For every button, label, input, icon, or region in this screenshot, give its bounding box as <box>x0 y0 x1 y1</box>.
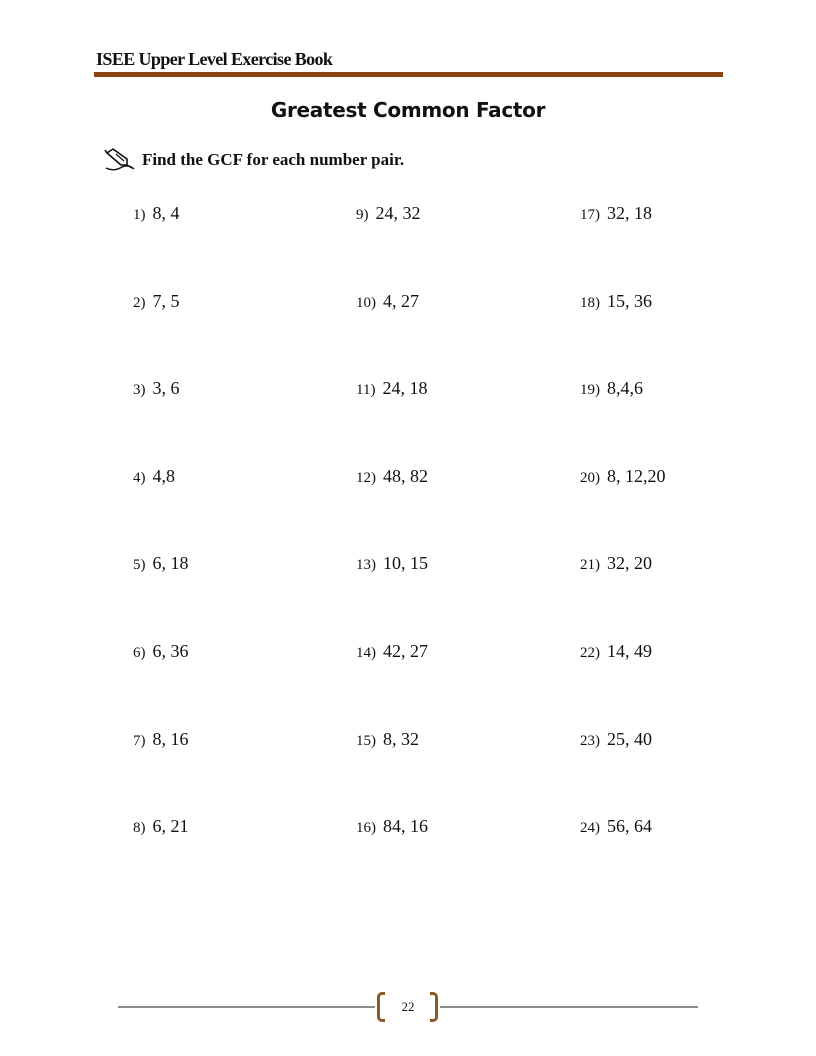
problem-numbers: 32, 20 <box>607 553 652 574</box>
problem-numbers: 8, 32 <box>383 728 419 749</box>
problem-item <box>133 378 180 399</box>
problem-numbers: 4, 27 <box>383 290 419 311</box>
problem-item <box>580 203 652 224</box>
problem-item <box>133 291 180 312</box>
problem-number: 17) <box>580 207 600 223</box>
problem-item <box>580 553 652 574</box>
problem-item <box>133 729 189 750</box>
problem-numbers: 10, 15 <box>383 553 428 574</box>
problem-numbers: 32, 18 <box>607 203 652 223</box>
problem-number: 8) <box>133 820 146 837</box>
left-bracket-icon <box>377 992 385 1022</box>
problem-number: 12) <box>356 469 376 486</box>
problem-number: 21) <box>580 557 600 574</box>
problem-number: 16) <box>356 820 376 837</box>
footer-rule-left <box>118 1006 375 1008</box>
problem-item <box>356 816 428 837</box>
problem-numbers: 6, 18 <box>152 553 189 574</box>
problem-numbers: 14, 49 <box>607 641 652 661</box>
problem-item <box>356 729 419 750</box>
problem-number: 24) <box>580 820 600 837</box>
problem-item <box>356 553 428 574</box>
problem-number: 20) <box>580 469 600 486</box>
problem-numbers: 48, 82 <box>383 465 428 486</box>
problem-item <box>133 553 189 574</box>
problem-item <box>356 466 428 487</box>
header-rule <box>94 72 723 77</box>
book-title: ISEE Upper Level Exercise Book <box>96 49 333 69</box>
instruction <box>104 148 404 172</box>
problem-numbers: 8, 4 <box>152 203 180 223</box>
problem-number: 6) <box>133 645 146 661</box>
problem-number: 23) <box>580 732 600 749</box>
problem-item <box>580 466 666 487</box>
problem-item <box>133 203 180 224</box>
problem-number: 9) <box>356 207 369 223</box>
problem-numbers: 24, 18 <box>382 378 428 399</box>
footer-rule-right <box>440 1006 698 1008</box>
problem-numbers: 42, 27 <box>383 641 428 661</box>
problem-numbers: 15, 36 <box>607 290 652 311</box>
problem-number: 5) <box>133 557 146 574</box>
problem-number: 7) <box>133 732 146 749</box>
problem-item <box>580 816 652 837</box>
problem-item <box>133 641 189 662</box>
problem-numbers: 4,8 <box>152 465 175 486</box>
problem-numbers: 7, 5 <box>152 290 180 311</box>
problem-number: 3) <box>133 382 146 399</box>
instruction-text: Find the GCF for each number pair. <box>142 150 405 169</box>
problem-item <box>580 729 652 750</box>
right-bracket-icon <box>430 992 438 1022</box>
problem-numbers: 8, 12,20 <box>607 465 666 486</box>
problem-number: 15) <box>356 732 376 749</box>
problem-numbers: 3, 6 <box>152 378 180 399</box>
problem-number: 18) <box>580 294 600 311</box>
problem-item <box>356 203 421 224</box>
problem-numbers: 6, 36 <box>152 641 189 661</box>
problem-number: 10) <box>356 294 376 311</box>
problem-item <box>356 641 428 662</box>
problem-numbers: 8,4,6 <box>607 378 643 399</box>
problem-number: 22) <box>580 645 600 661</box>
problem-item <box>580 291 652 312</box>
problem-numbers: 24, 32 <box>375 203 421 223</box>
problem-number: 14) <box>356 645 376 661</box>
problem-numbers: 6, 21 <box>152 816 189 837</box>
pencil-icon <box>104 148 136 172</box>
problem-item <box>356 378 427 399</box>
page-title: Greatest Common Factor <box>270 98 546 122</box>
problem-number: 13) <box>356 557 376 574</box>
problem-numbers: 25, 40 <box>607 728 652 749</box>
problem-numbers: 8, 16 <box>152 728 189 749</box>
problem-item <box>356 291 419 312</box>
problem-numbers: 84, 16 <box>383 816 428 837</box>
problem-item <box>580 378 643 399</box>
page-number: 22 <box>401 999 415 1014</box>
problem-number: 11) <box>356 382 376 399</box>
problem-item <box>133 816 189 837</box>
problem-item <box>133 466 175 487</box>
problem-number: 19) <box>580 382 600 399</box>
problem-numbers: 56, 64 <box>607 816 652 837</box>
problem-number: 1) <box>133 207 146 223</box>
problem-item <box>580 641 652 662</box>
problem-number: 4) <box>133 469 146 486</box>
problem-number: 2) <box>133 294 146 311</box>
